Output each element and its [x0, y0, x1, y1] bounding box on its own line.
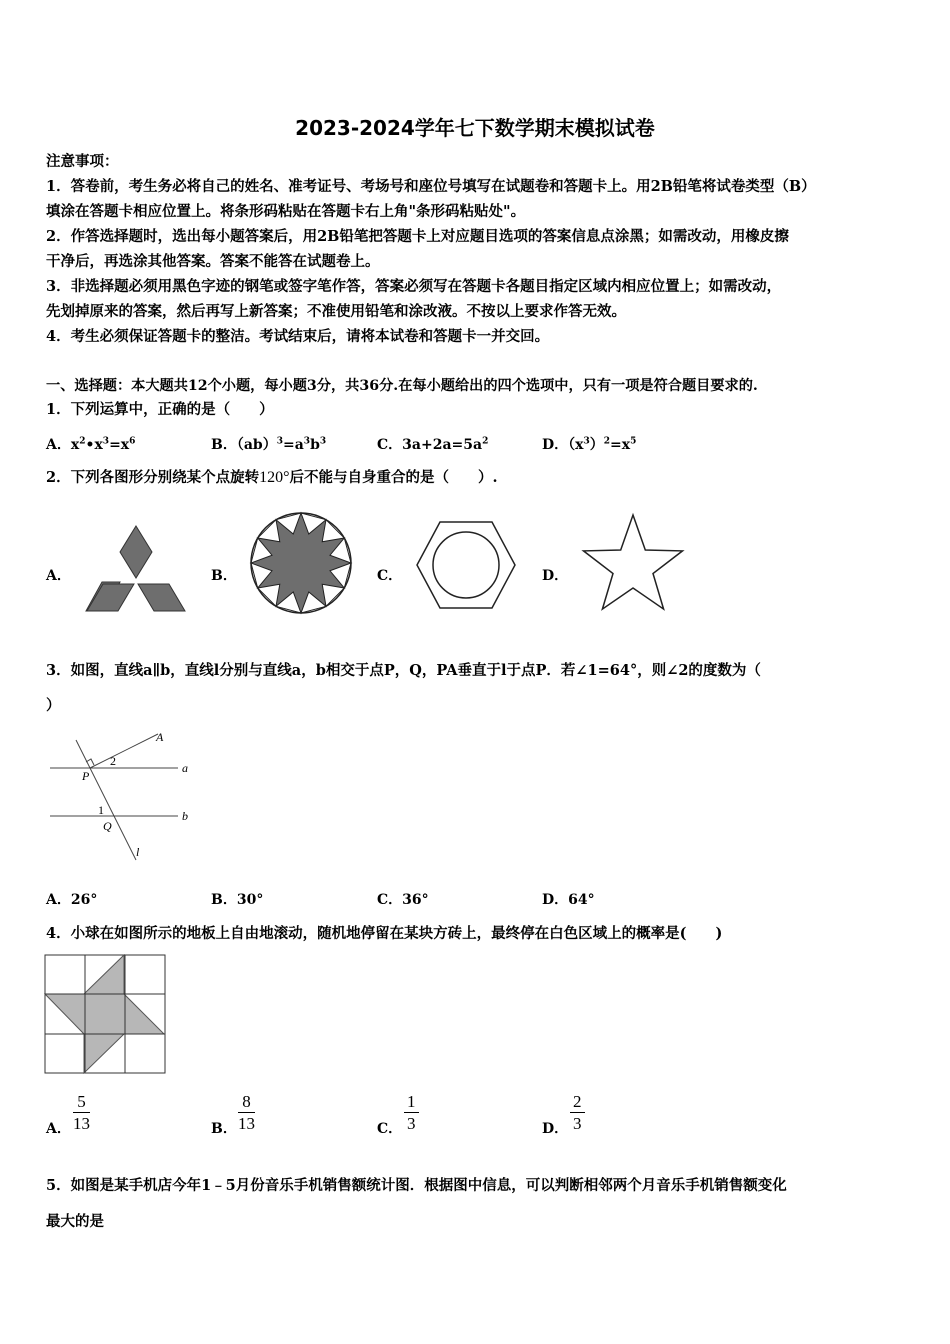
label-angle-1: 1: [98, 803, 104, 817]
q4-option-a-label[interactable]: A．: [46, 1121, 71, 1137]
q2-figure-c-hexagon-circle: [415, 520, 517, 610]
q4-figure-tile-floor: [44, 954, 168, 1076]
q2-option-d-label[interactable]: D．: [542, 568, 569, 584]
q5-stem-line2: 最大的是: [46, 1213, 104, 1230]
notice-heading: 注意事项：: [46, 153, 119, 170]
notice-line: 1．答卷前，考生务必将自己的姓名、准考证号、考场号和座位号填写在试题卷和答题卡上。用2B铅笔将试卷类型（B）: [46, 178, 816, 195]
q4-option-a-fraction: $\frac{5}{13}$: [73, 1092, 90, 1133]
q2-option-a-label[interactable]: A．: [46, 568, 71, 584]
q2-figure-a-three-rhombi: [82, 522, 190, 614]
q3-figure-parallel-lines: [46, 728, 196, 864]
q3-option-c[interactable]: C．36°: [377, 892, 429, 908]
q3-option-d[interactable]: D．64°: [542, 892, 595, 908]
q1-option-b[interactable]: B．$(ab)^3=a^3b^3$: [211, 436, 327, 453]
label-angle-2: 2: [110, 754, 116, 768]
q4-option-c-label[interactable]: C．: [377, 1121, 403, 1137]
q1-stem: 1．下列运算中，正确的是（ ）: [46, 401, 274, 418]
q1-option-d[interactable]: D．$(x^3)^2=x^5$: [542, 436, 637, 453]
label-point-p: P: [82, 769, 90, 783]
page-title: 2023-2024学年七下数学期末模拟试卷: [295, 116, 655, 140]
notice-line: 4．考生必须保证答题卡的整洁。考试结束后，请将本试卷和答题卡一并交回。: [46, 328, 550, 345]
label-line-b: b: [182, 809, 188, 823]
notice-line: 干净后，再选涂其他答案。答案不能答在试题卷上。: [46, 253, 380, 270]
q4-option-d-label[interactable]: D．: [542, 1121, 569, 1137]
notice-line: 3．非选择题必须用黑色字迹的钢笔或签字笔作答，答案必须写在答题卡各题目指定区域内相应位置上；如需改动，: [46, 278, 782, 295]
label-point-a: A: [156, 730, 164, 744]
notice-line: 2．作答选择题时，选出每小题答案后，用2B铅笔把答题卡上对应题目选项的答案信息点涂黑；如需改动，用橡皮擦: [46, 228, 789, 245]
notice-line: 先划掉原来的答案，然后再写上新答案；不准使用铅笔和涂改液。不按以上要求作答无效。: [46, 303, 626, 320]
q1-option-a[interactable]: A．$x^2•x^3=x^6$: [46, 436, 136, 453]
q2-option-c-label[interactable]: C．: [377, 568, 403, 584]
q4-option-c-fraction: $\frac{1}{3}$: [404, 1092, 419, 1135]
q3-option-b[interactable]: B．30°: [211, 892, 264, 908]
q4-option-d-fraction: $\frac{2}{3}$: [570, 1092, 585, 1135]
q4-option-b-label[interactable]: B．: [211, 1121, 237, 1137]
q1-option-c[interactable]: C．$3a+2a=5a^2$: [377, 436, 489, 453]
q4-stem: 4．小球在如图所示的地板上自由地滚动，随机地停留在某块方砖上，最终停在白色区域上的概率是( ): [46, 925, 723, 942]
notice-line: 填涂在答题卡相应位置上。将条形码粘贴在答题卡右上角"条形码粘贴处"。: [46, 203, 526, 220]
label-line-a: a: [182, 761, 188, 775]
section-heading: 一、选择题：本大题共12个小题，每小题3分，共36分.在每小题给出的四个选项中，只有一项是符合题目要求的.: [46, 378, 758, 394]
label-point-q: Q: [103, 819, 112, 833]
q3-option-a[interactable]: A．26°: [46, 892, 98, 908]
q4-option-b-fraction: $\frac{8}{13}$: [238, 1092, 255, 1133]
q2-figure-d-star: [580, 512, 686, 614]
q2-figure-b-star-in-dodecagon: [248, 510, 354, 616]
q2-stem: 2．下列各图形分别绕某个点旋转120°后不能与自身重合的是（ ）.: [46, 469, 498, 486]
q3-stem-line1: 3．如图，直线a∥b，直线l分别与直线a，b相交于点P，Q，PA垂直于l于点P．若∠1=64°，则∠2的度数为（: [46, 662, 761, 679]
q3-stem-line2: ）: [46, 697, 61, 714]
q5-stem-line1: 5．如图是某手机店今年1﹣5月份音乐手机销售额统计图．根据图中信息，可以判断相邻两个月音乐手机销售额变化: [46, 1177, 787, 1194]
q2-option-b-label[interactable]: B．: [211, 568, 237, 584]
label-line-l: l: [136, 845, 140, 859]
